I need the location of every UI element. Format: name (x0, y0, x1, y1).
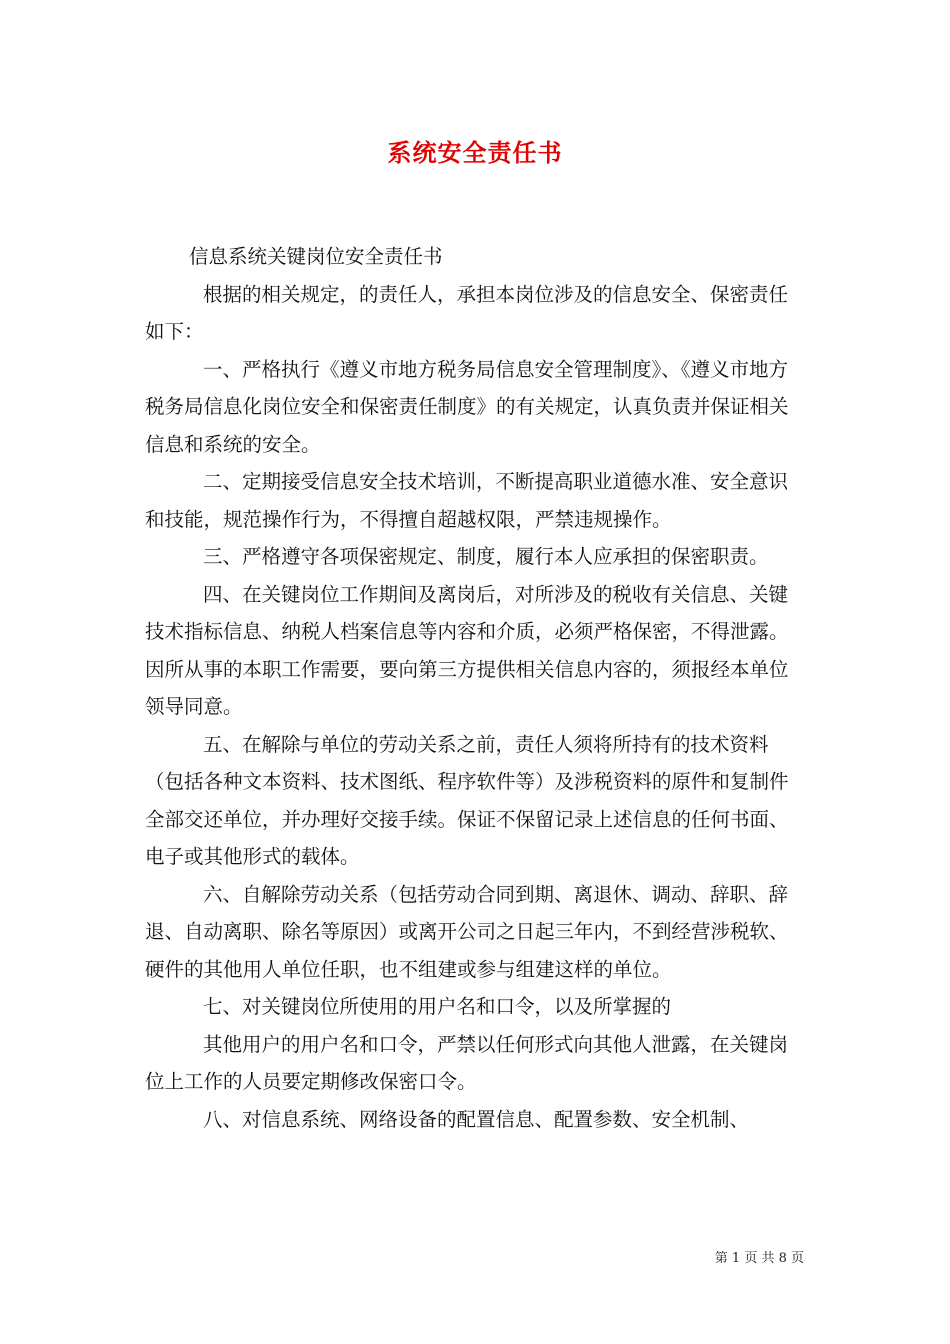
paragraph-7-continued: 其他用户的用户名和口令，严禁以任何形式向其他人泄露，在关键岗位上工作的人员要定期修改保密口令。 (145, 1032, 789, 1093)
paragraph-4: 四、在关键岗位工作期间及离岗后，对所涉及的税收有关信息、关键技术指标信息、纳税人档案信息等内容和介质，必须严格保密，不得泄露。因所从事的本职工作需要，要向第三方提供相关信息内容的，须报经本单位领导同意。 (145, 582, 789, 718)
paragraph-intro: 根据的相关规定，的责任人，承担本岗位涉及的信息安全、保密责任如下： (145, 282, 789, 343)
document-body (145, 238, 807, 1138)
paragraph-5: 五、在解除与单位的劳动关系之前，责任人须将所持有的技术资料（包括各种文本资料、技术图纸、程序软件等）及涉税资料的原件和复制件全部交还单位，并办理好交接手续。保证不保留记录上述信息的任何书面、电子或其他形式的载体。 (145, 732, 789, 868)
paragraph-1: 一、严格执行《遵义市地方税务局信息安全管理制度》、《遵义市地方税务局信息化岗位安全和保密责任制度》的有关规定，认真负责并保证相关信息和系统的安全。 (145, 357, 789, 456)
subtitle: 信息系统关键岗位安全责任书 (189, 245, 443, 268)
paragraph-8: 八、对信息系统、网络设备的配置信息、配置参数、安全机制、 (203, 1107, 750, 1131)
document-title: 系统安全责任书 (387, 138, 563, 167)
paragraph-6: 六、自解除劳动关系（包括劳动合同到期、离退休、调动、辞职、辞退、自动离职、除名等原因）或离开公司之日起三年内，不到经营涉税软、硬件的其他用人单位任职，也不组建或参与组建这样的单位。 (145, 882, 789, 981)
page-number: 第 1 页 共 8 页 (714, 1251, 804, 1266)
paragraph-2: 二、定期接受信息安全技术培训，不断提高职业道德水准、安全意识和技能，规范操作行为，不得擅自超越权限，严禁违规操作。 (145, 470, 789, 531)
paragraph-3: 三、严格遵守各项保密规定、制度，履行本人应承担的保密职责。 (203, 545, 769, 568)
paragraph-7: 七、对关键岗位所使用的用户名和口令，以及所掌握的 (203, 995, 672, 1018)
